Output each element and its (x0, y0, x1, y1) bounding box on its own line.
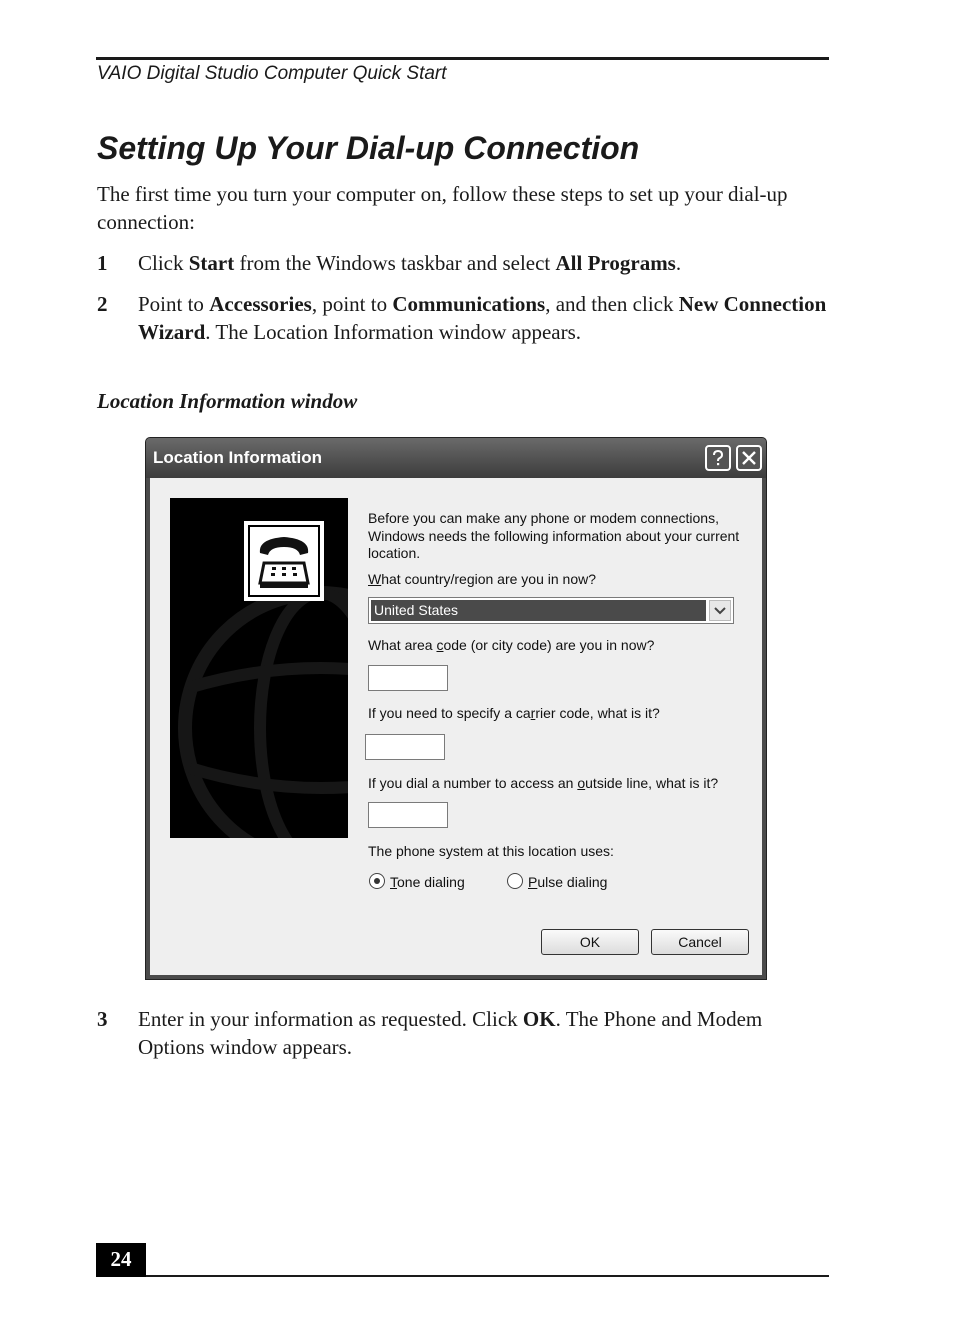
ok-button[interactable]: OK (541, 929, 639, 955)
step-number: 2 (97, 292, 108, 316)
step-number: 3 (97, 1007, 108, 1031)
pulse-dialing-label: Pulse dialing (528, 874, 608, 890)
outside-line-input[interactable] (368, 802, 448, 828)
country-select-value: United States (371, 600, 706, 621)
tone-dialing-radio[interactable] (369, 873, 385, 889)
chevron-down-icon[interactable] (709, 600, 731, 621)
close-icon (738, 447, 760, 469)
step-2 (97, 290, 829, 346)
wizard-side-graphic (170, 498, 348, 838)
cancel-button[interactable]: Cancel (651, 929, 749, 955)
area-code-label: What area code (or city code) are you in now? (368, 637, 655, 653)
step-text: Enter in your information as requested. Click OK. The Phone and Modem Options window appears. (138, 1007, 763, 1059)
dialog-title: Location Information (153, 448, 323, 467)
step-text: Point to Accessories, point to Communications, and then click New Connection Wizard. The Location Information window appears. (138, 292, 827, 344)
country-select[interactable] (368, 597, 734, 624)
step-1 (97, 249, 829, 277)
pulse-dialing-radio[interactable] (507, 873, 523, 889)
telephone-icon (246, 523, 322, 599)
question-icon (707, 447, 729, 469)
tone-dialing-label: Tone dialing (390, 874, 465, 890)
country-label: What country/region are you in now? (368, 571, 597, 587)
dialog-body (150, 478, 762, 975)
step-number: 1 (97, 251, 108, 275)
intro-paragraph: The first time you turn your computer on, follow these steps to set up your dial-up connection: (97, 182, 788, 234)
close-button[interactable] (736, 445, 762, 471)
footer-rule (96, 1275, 829, 1277)
telephone-icon-box (244, 521, 324, 601)
header-rule (96, 57, 829, 60)
outside-line-label: If you dial a number to access an outside line, what is it? (368, 775, 719, 791)
running-header: VAIO Digital Studio Computer Quick Start (97, 63, 447, 84)
carrier-code-label: If you need to specify a carrier code, what is it? (368, 705, 660, 721)
help-button[interactable] (705, 445, 731, 471)
step-text: Click Start from the Windows taskbar and select All Programs. (138, 251, 682, 275)
figure-caption: Location Information window (97, 389, 358, 413)
dialog-titlebar (146, 438, 766, 478)
intro-text: Before you can make any phone or modem connections, Windows needs the following information about your current location. (368, 510, 740, 561)
phone-system-label: The phone system at this location uses: (368, 843, 614, 859)
area-code-input[interactable] (368, 665, 448, 691)
step-3 (97, 1005, 829, 1061)
carrier-code-input[interactable] (365, 734, 445, 760)
location-information-dialog (145, 437, 767, 980)
page-title: Setting Up Your Dial-up Connection (97, 130, 640, 166)
page-number: 24 (96, 1243, 146, 1277)
